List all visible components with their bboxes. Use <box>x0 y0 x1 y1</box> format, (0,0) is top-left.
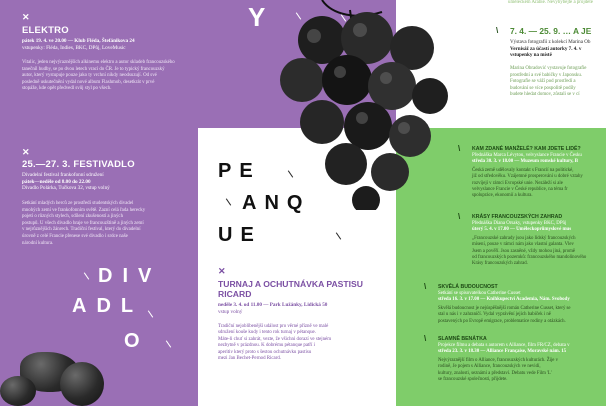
event-body-line: postavených po Evropě emigrace, problematice rodiny a otázkách. <box>438 318 566 324</box>
event-body-line: se francouzské společnosti, přijdete. <box>438 376 508 382</box>
divider-slash: \ <box>458 144 461 153</box>
close-icon: ✕ <box>22 147 30 157</box>
event-body-line: rozvíjejí v rámci Evropské unie. Nezáleží si ale <box>472 180 563 186</box>
event-body-line: rodině, Je pojem s Alliance, francouzských ve nevidí, <box>438 364 541 370</box>
turnaj-meta <box>218 302 390 315</box>
event-body-line: mísení, pouze v rámci nám jako vlastní galanta. Vlev <box>472 242 574 248</box>
event-body <box>438 358 558 383</box>
turnaj-body-line: Tradiční nejoblíbenější událost pro věrné přízně ve malé <box>218 324 329 329</box>
event-body-line: Česká země udělovaly kontakt s Francií na politické, <box>472 168 574 173</box>
petanque-word-line-1: PE <box>218 160 261 182</box>
close-icon: ✕ <box>22 12 30 22</box>
turnaj-date: neděle 3. 4. od 11.00 — Park Lužánky, Lidická 50 <box>218 302 328 308</box>
event-body-line: velvyslance Francie v České republice, na téma fr <box>472 186 568 192</box>
grape-cluster-svg <box>262 0 452 210</box>
event-body-line: od francouzských pozemků: francouzského mandolínového <box>472 254 587 260</box>
divider-slash: \ <box>496 26 499 35</box>
exhibition-body-line: budování se více pospolitě podíly <box>510 85 576 91</box>
grape-image <box>0 376 36 406</box>
festival-body <box>22 201 194 247</box>
elektro-body-line: Vitalic, jeden nejvýraznějších alkinemu elektro a autor skladeb francouzského <box>22 60 175 65</box>
festival-body-line: úrovně z celé Francie přenese své divadlo i srdce naše <box>22 233 128 239</box>
event-body-line: již od středověku. Vzájemné prosperování u dobré vztahy <box>472 174 583 180</box>
festival-body-line: Setkání mladých herců ze prostředí studentských divadel <box>22 201 134 206</box>
festival-body-line: mnohých zemí ve frankofonním světě. Zazní celá řada herecky <box>22 207 146 213</box>
event-meta-line: úterý 5. 4. v 17.00 — Uměleckoprůmyslové mus <box>472 227 572 233</box>
festival-meta <box>22 172 194 192</box>
event-meta <box>438 291 570 304</box>
elektro-date: pátek 19. 4. ve 20.00 — Klub Fléda, Štefánikova 24 <box>22 38 135 44</box>
close-icon: ✕ <box>218 266 226 276</box>
divider-slash: \ <box>424 282 427 291</box>
event-meta-line: Projekce filmu a debata s autorem s Alliance, film FR/CZ, debata v <box>438 343 570 348</box>
elektro-title: ELEKTRO <box>22 25 69 36</box>
festival-title: 25.—27. 3. FESTIVADLO <box>22 159 135 170</box>
elektro-tickets: vstupenky: Fléda, Indies, BKC, DPůj, LoveMusic <box>22 44 126 51</box>
event-meta-line: středa 23. 3. v 18.30 — Alliance Française, Moravské nám. 15 <box>438 349 567 355</box>
exhibition-line: Vernisáž za účastí autorky 7. 4. v <box>510 45 582 52</box>
event-body <box>472 168 583 199</box>
turnaj-body <box>218 324 390 362</box>
exhibition-body-line: budete hledat domov, zůstali se v cí <box>510 92 580 97</box>
event-body-line: spolupráce, ekonomií a kultura. <box>472 193 533 199</box>
turnaj-body-line: aperitiv který proto s šestou ochutnávku pastisu <box>218 349 312 355</box>
turnaj-body-line: mezi Jan Bechet-Pernod Ricard. <box>218 356 282 362</box>
grape-image <box>60 362 104 406</box>
divider-slash <box>84 272 89 279</box>
event-meta-line: Přednáška Marca Lévytou, velvyslance Francie v Česku <box>472 153 582 158</box>
festival-body-line: národní kultura. <box>22 240 54 246</box>
exhibition-body <box>510 66 606 99</box>
turnaj-body-line: nezbytně v prázdnou. K dobrému pétanque patří i <box>218 343 315 349</box>
elektro-body-line: posledně uskutečnění vydal nové album Flashmob, desetkrát v prvé <box>22 79 155 85</box>
divider-slash <box>226 198 231 205</box>
event-meta <box>472 153 582 166</box>
event-meta <box>472 221 571 234</box>
event-body <box>472 236 586 267</box>
elektro-meta <box>22 38 194 51</box>
turnaj-body-line: sdružení kouše kudy i tento rok turnaj v pétanque. <box>218 330 316 336</box>
divadlo-word-line-3: O <box>124 330 140 352</box>
divider-slash <box>148 310 153 317</box>
event-body-line: kultury, znalosti, seznámí a představí. Debatu vede Film 'L' <box>438 370 552 376</box>
event-title: SLAMNĚ BENÁTKA <box>438 336 487 342</box>
faded-text: uměleckém Arabie. Nevyhýbejte a projdete <box>508 0 593 5</box>
elektro-body <box>22 60 194 93</box>
festival-body-line: postupů. U všech divadlo hraje ve francouzštině a jiných zemí <box>22 220 144 226</box>
event-meta-line: Přednáška Diana Orsaky, vstupenky BKC, DPůj <box>472 221 567 226</box>
event-body-line: stal u nás i v zahraničí. Vydal vyprávění jejich babiček i ně <box>438 312 551 318</box>
event-body-line: Jsem a pověří. Jsou zasněné, vždy mohou jiná, promě <box>472 248 575 254</box>
event-title: KRÁSY FRANCOUZSKÝCH ZAHRAD <box>472 214 563 220</box>
event-title: SKVĚLÁ BUDOUCNOST <box>438 284 498 290</box>
event-meta-line: středa 16. 3. v 17.00 — Knihkupectví Academia, Nám. Svobody <box>438 297 570 303</box>
divadlo-word-line-1: DIV <box>98 265 162 287</box>
petanque-word-line-2: ANQ <box>242 192 311 214</box>
exhibition-title: 7. 4. — 25. 9. … A JE <box>510 26 592 36</box>
event-meta <box>438 343 570 356</box>
event-body-line: Krásy francouzských zahrad. <box>472 261 528 267</box>
grape-cluster-image <box>262 0 452 210</box>
event-title: KAM ZDANÉ MANŽELÉ? KAM JDETE LIDÉ? <box>472 146 581 152</box>
divider-slash: \ <box>424 334 427 343</box>
divadlo-word-line-2: ADL <box>72 295 144 317</box>
exhibition-body-line: Marina Obradović vystavuje fotografie <box>510 66 587 71</box>
divider-slash <box>336 232 341 239</box>
event-body-line: Skvělá budoucnost je nejúspěšnější román Catherine Cusset, který se <box>438 306 571 311</box>
elektro-body-line: tanečníl hudby, se po dvou letech vrací do ČR. Je to typický francouzský <box>22 66 165 72</box>
event-meta-line: středa 30. 3. v 18.00 — Muzeum romské kultury, B <box>472 159 579 165</box>
left-column <box>0 0 198 406</box>
petanque-word-line-3: UE <box>218 224 262 246</box>
event-body-line: Nejvýraznější film o Alliance, francouzských kulturách. Žije v <box>438 358 559 363</box>
festival-body-line: v nejrůznějších žánrech. Tradiční festival, který do divadelní <box>22 227 141 233</box>
turnaj-entry: vstup volný <box>218 308 243 315</box>
event-body <box>438 306 571 325</box>
event-meta-line: Setkání se spisovatelkou Catherine Cusset <box>438 291 521 296</box>
exhibition-line: Výstava fotografií z kolekcí Marina Ob <box>510 39 591 45</box>
exhibition-body-line: prostřední a své babičky v Japonsku. <box>510 72 582 78</box>
festival-subtitle: Divadelní festival frankofonní sdružení <box>22 172 104 178</box>
event-body-line: „Francouzské zahrady jsou jako lidský francouzských <box>472 236 576 241</box>
y-logo: Y <box>248 2 266 32</box>
exhibition-meta <box>510 39 606 59</box>
exhibition-line: vstupenky na místě <box>510 52 552 58</box>
festival-body-line: pojetí o různých stylech, sdílení zkušeností a jiných <box>22 214 124 220</box>
turnaj-body-line: Máte-li chuť si zahrát, vezte, že všichni dorazí ve stejném <box>218 336 332 342</box>
festival-date: pátek—neděle od 8.00 do 22.00 <box>22 178 91 185</box>
divider-slash <box>166 340 171 347</box>
elektro-body-line: stopáže, kde opět předvedl svůj styl po všech. <box>22 86 112 92</box>
elektro-body-line: autor, který vystupuje pouze jako ty vrchní nikdy neodsuzují. Od své <box>22 73 157 79</box>
exhibition-body-line: Fotografie se váží pod prostředí a <box>510 79 576 84</box>
divider-slash: \ <box>458 212 461 221</box>
festival-venue: Divadlo Polárka, Tučkova 32, vstup volný <box>22 185 110 192</box>
turnaj-title: TURNAJ A OCHUTNÁVKA PASTISU RICARD <box>218 279 363 299</box>
